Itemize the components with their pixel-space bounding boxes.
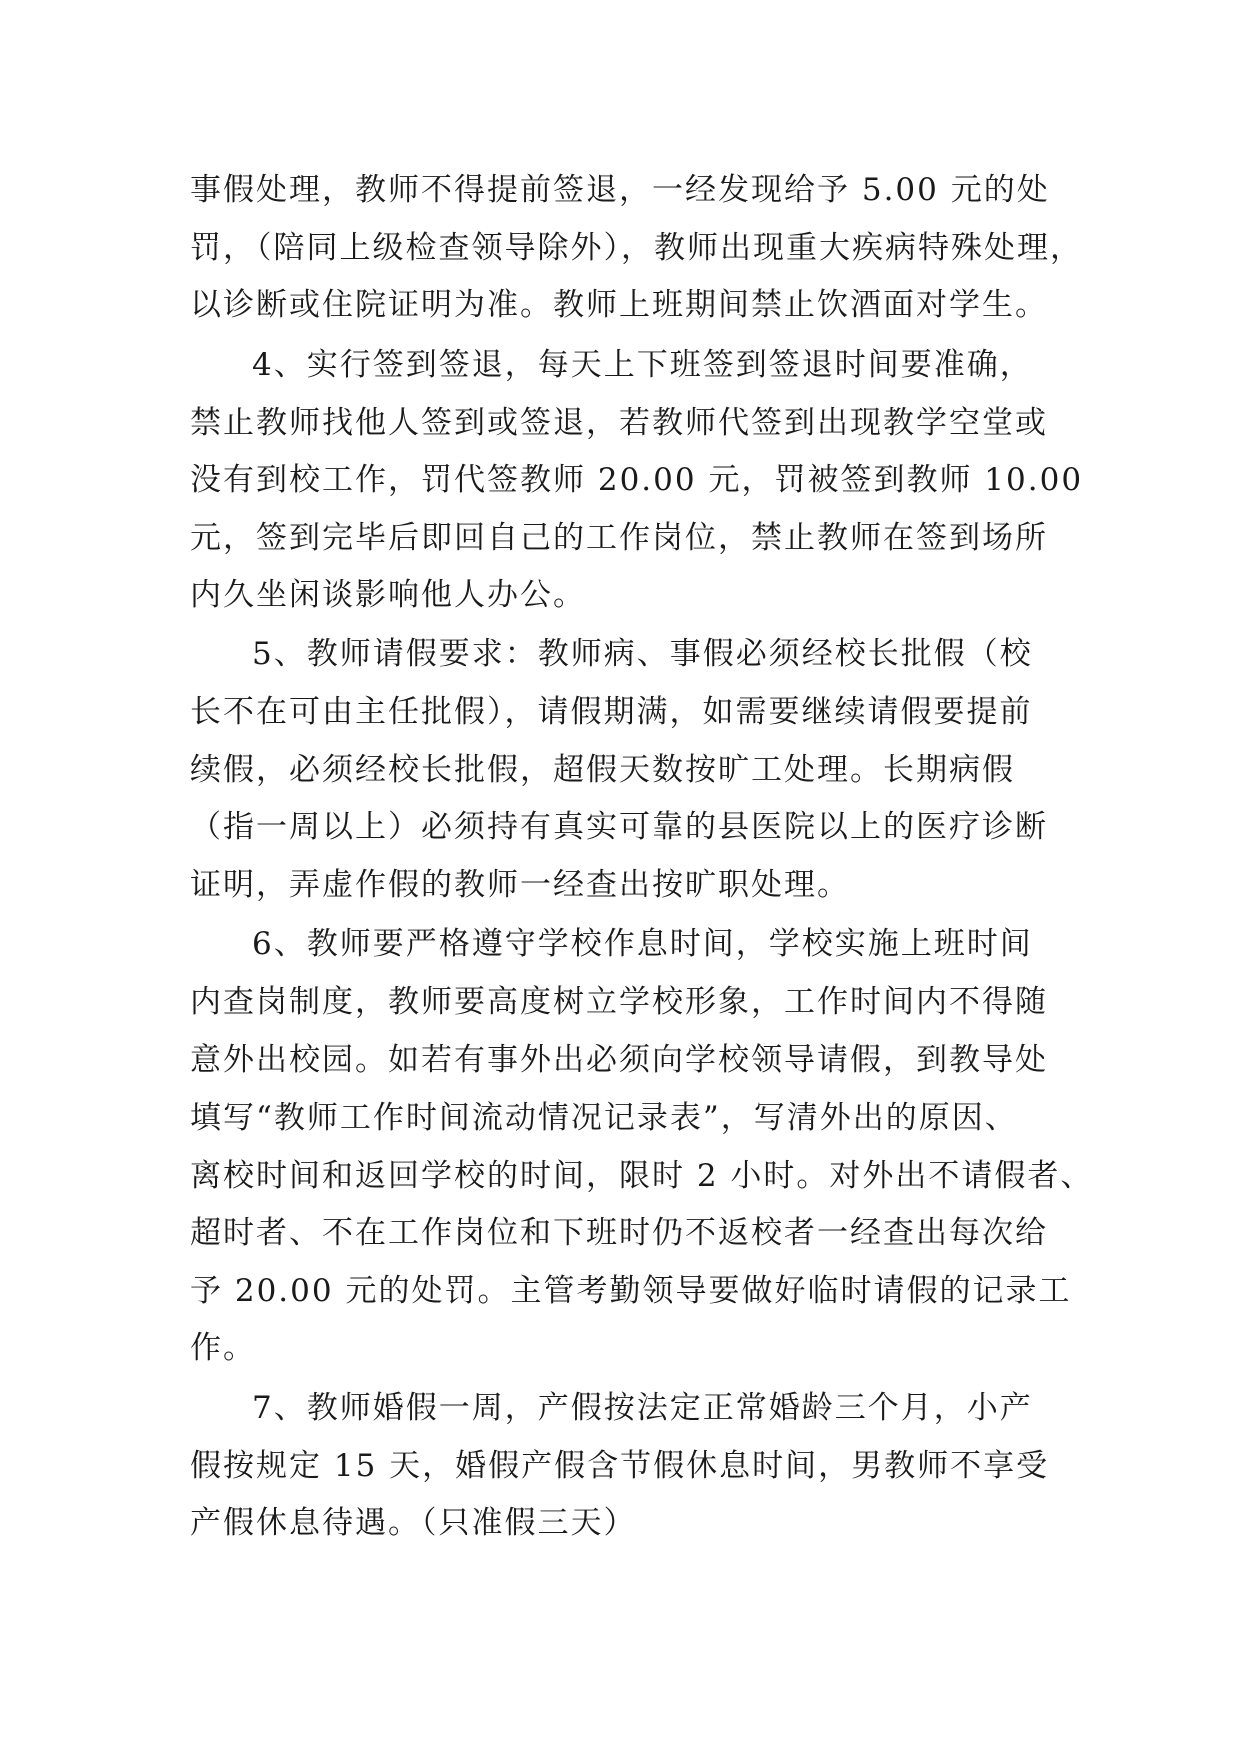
text-line: 假按规定 15 天，婚假产假含节假休息时间，男教师不享受 [190, 1448, 1050, 1484]
paragraph-5-start: 5、教师请假要求：教师病、事假必须经校长批假（校 [252, 636, 1033, 672]
text-line: 罚，（陪同上级检查领导除外），教师出现重大疾病特殊处理， [190, 230, 1083, 266]
paragraph-6-start: 6、教师要严格遵守学校作息时间，学校实施上班时间 [252, 926, 1033, 962]
text-line: 以诊断或住院证明为准。教师上班期间禁止饮酒面对学生。 [190, 287, 1048, 323]
text-line: 内久坐闲谈影响他人办公。 [190, 577, 586, 613]
text-line: 离校时间和返回学校的时间，限时 2 小时。对外出不请假者、 [190, 1158, 1094, 1194]
text-line: （指一周以上）必须持有真实可靠的县医院以上的医疗诊断 [190, 809, 1048, 845]
text-line: 禁止教师找他人签到或签退，若教师代签到出现教学空堂或 [190, 405, 1048, 441]
paragraph-4-start: 4、实行签到签退，每天上下班签到签退时间要准确， [252, 347, 1033, 383]
text-line: 超时者、不在工作岗位和下班时仍不返校者一经查出每次给 [190, 1215, 1048, 1251]
text-line: 证明，弄虚作假的教师一经查出按旷职处理。 [190, 867, 850, 903]
text-line: 内查岗制度，教师要高度树立学校形象，工作时间内不得随 [190, 984, 1048, 1020]
text-line: 长不在可由主任批假），请假期满，如需要继续请假要提前 [190, 694, 1033, 730]
text-line: 事假处理，教师不得提前签退，一经发现给予 5.00 元的处 [190, 172, 1050, 208]
paragraph-7-start: 7、教师婚假一周，产假按法定正常婚龄三个月，小产 [252, 1390, 1033, 1426]
text-line: 产假休息待遇。（只准假三天） [190, 1505, 637, 1541]
text-line: 意外出校园。如若有事外出必须向学校领导请假，到教导处 [190, 1042, 1048, 1078]
text-line: 元，签到完毕后即回自己的工作岗位，禁止教师在签到场所 [190, 520, 1048, 556]
text-line: 作。 [190, 1330, 256, 1366]
text-line: 没有到校工作，罚代签教师 20.00 元，罚被签到教师 10.00 [190, 462, 1084, 498]
text-line: 予 20.00 元的处罚。主管考勤领导要做好临时请假的记录工 [190, 1273, 1072, 1309]
text-line: 续假，必须经校长批假，超假天数按旷工处理。长期病假 [190, 752, 1015, 788]
text-line: 填写“教师工作时间流动情况记录表”，写清外出的原因、 [190, 1100, 1018, 1136]
